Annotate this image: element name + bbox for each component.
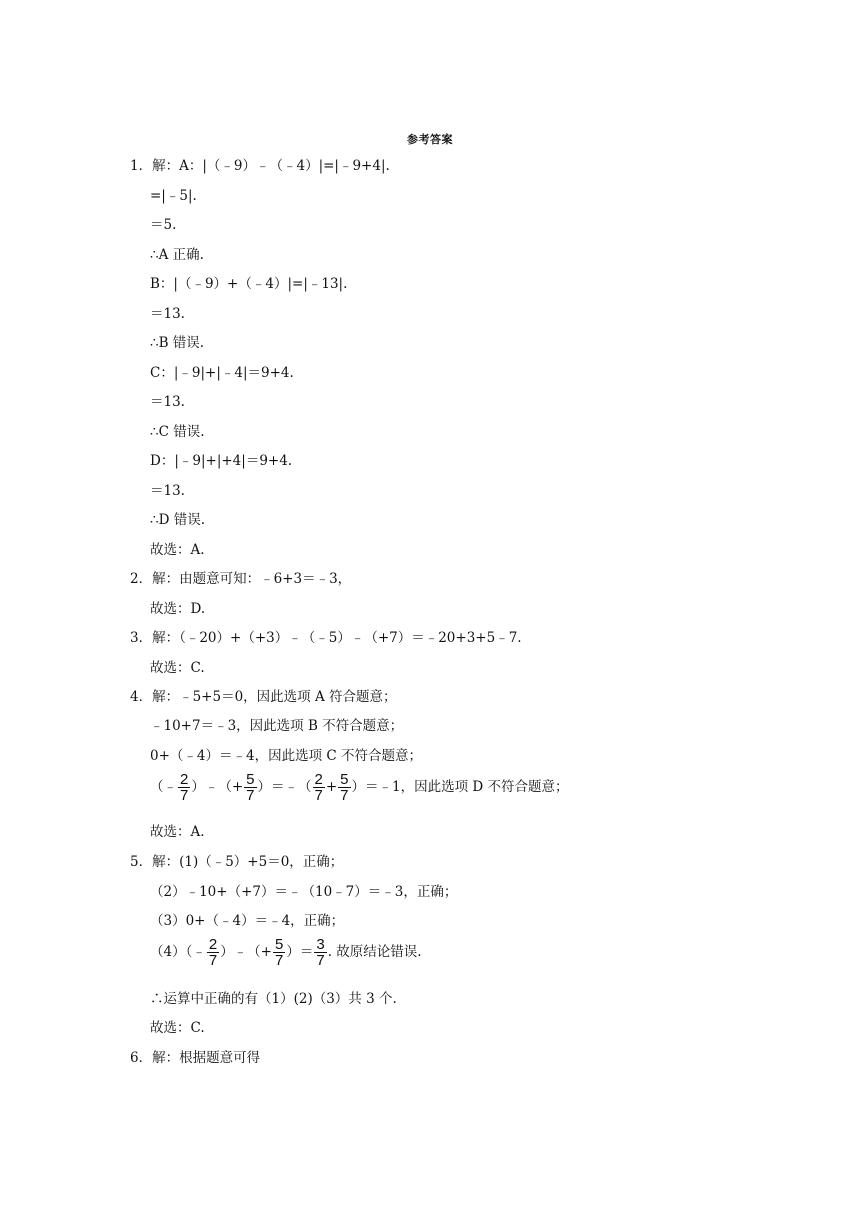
answer-1-line: ∴A 正确. [150, 247, 204, 263]
answer-1-line: ∴C 错误. [150, 424, 205, 440]
answer-1-line: B：|（﹣9）+（﹣4）|=|﹣13|. [150, 276, 348, 292]
answer-5-line: （2）﹣10+（+7）＝﹣（10﹣7）＝﹣3，正确； [150, 884, 458, 900]
expr-segment: ）＝﹣1，因此选项 D 不符合题意； [351, 779, 569, 795]
expr-segment: （﹣ [150, 779, 177, 795]
answer-4-line: 0+（﹣4）＝﹣4，因此选项 C 不符合题意； [150, 748, 422, 764]
expr-segment: ）﹣（+ [220, 944, 272, 960]
answer-4-fraction-line [150, 772, 569, 803]
answer-1-line: ＝13. [150, 394, 185, 410]
page-title: 参考答案 [407, 133, 453, 146]
fraction-numerator: 5 [275, 936, 284, 953]
fraction-denominator: 7 [314, 787, 323, 804]
fraction [207, 937, 219, 968]
fraction [273, 937, 285, 968]
answer-6-line: 6．解：根据题意可得 [130, 1050, 261, 1066]
expr-segment: ）＝﹣（ [257, 779, 312, 795]
answer-1-line: ＝13. [150, 483, 185, 499]
fraction-numerator: 2 [314, 771, 323, 788]
answer-1-choice: 故选：A. [150, 542, 205, 558]
fraction-numerator: 2 [208, 936, 218, 953]
answer-5-choice: 故选：C. [150, 1020, 205, 1036]
expr-segment: ）＝ [286, 944, 314, 960]
fraction-denominator: 7 [316, 952, 325, 969]
answer-2-line: 2．解：由题意可知：﹣6+3＝﹣3， [130, 571, 352, 587]
fraction-numerator: 5 [340, 771, 349, 788]
fraction-denominator: 7 [180, 787, 189, 804]
answer-1-line: 1．解：A：|（﹣9）﹣（﹣4）|=|﹣9+4|. [130, 158, 390, 174]
fraction-numerator: 3 [316, 936, 325, 953]
fraction [313, 772, 325, 803]
answer-1-line: ∴B 错误. [150, 335, 205, 351]
fraction-numerator: 2 [180, 771, 189, 788]
fraction-denominator: 7 [340, 787, 349, 804]
fraction-denominator: 7 [275, 952, 284, 969]
answer-1-line: ＝5. [150, 217, 177, 233]
expr-segment: ）﹣（+ [191, 779, 244, 795]
answer-4-line: 4．解：﹣5+5＝0，因此选项 A 符合题意； [130, 689, 397, 705]
fraction [178, 772, 190, 803]
answer-5-line: 5．解：(1)（﹣5）+5＝0，正确； [130, 854, 344, 870]
answer-1-line: ∴D 错误. [150, 512, 205, 528]
answer-5-line: ∴运算中正确的有（1）(2)（3）共 3 个. [150, 991, 397, 1007]
answer-2-choice: 故选：D. [150, 601, 206, 617]
answer-1-line: =|﹣5|. [150, 188, 197, 204]
fraction-numerator: 5 [246, 771, 255, 788]
fraction-denominator: 7 [246, 787, 255, 804]
answer-3-line: 3．解：（﹣20）+（+3）﹣（﹣5）﹣（+7）＝﹣20+3+5﹣7. [130, 630, 522, 646]
fraction [244, 772, 256, 803]
fraction [338, 772, 350, 803]
answer-4-choice: 故选：A. [150, 824, 205, 840]
answer-1-line: C：|﹣9|+|﹣4|＝9+4. [150, 365, 294, 381]
answer-1-line: ＝13. [150, 306, 185, 322]
answer-3-choice: 故选：C. [150, 660, 205, 676]
expr-segment: （4）（﹣ [150, 944, 206, 960]
answer-1-line: D：|﹣9|+|+4|＝9+4. [150, 453, 293, 469]
fraction-denominator: 7 [208, 952, 218, 969]
expr-segment: . 故原结论错误. [327, 944, 422, 960]
answer-5-line: （3）0+（﹣4）＝﹣4，正确； [150, 913, 345, 929]
fraction [314, 937, 326, 968]
answer-5-fraction-line [150, 937, 422, 968]
answer-4-line: ﹣10+7＝﹣3，因此选项 B 不符合题意； [150, 718, 404, 734]
expr-segment: + [325, 779, 338, 795]
